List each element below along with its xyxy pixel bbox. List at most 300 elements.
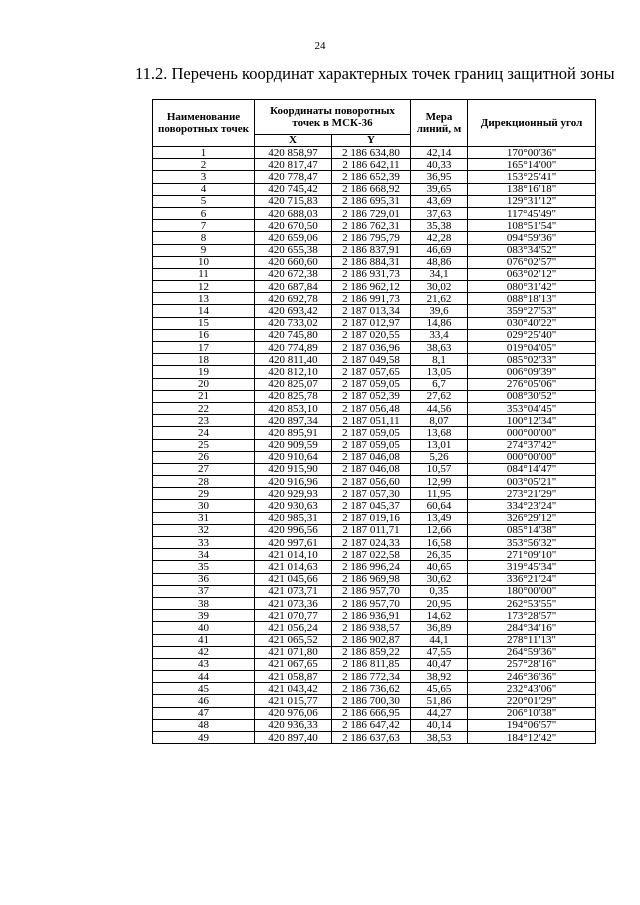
bearing-cell: 274°37'42" [468, 439, 596, 451]
bearing-cell: 138°16'18" [468, 183, 596, 195]
y-coordinate-cell: 2 187 052,39 [332, 390, 411, 402]
line-length-cell: 6,7 [411, 378, 468, 390]
point-number-cell: 21 [153, 390, 255, 402]
point-number-cell: 10 [153, 256, 255, 268]
line-length-cell: 51,86 [411, 695, 468, 707]
table-row [153, 707, 596, 719]
x-coordinate-cell: 420 817,47 [255, 159, 332, 171]
point-number-cell: 37 [153, 585, 255, 597]
header-y: Y [332, 135, 411, 147]
x-coordinate-cell: 421 073,71 [255, 585, 332, 597]
line-length-cell: 43,69 [411, 195, 468, 207]
line-length-cell: 30,02 [411, 281, 468, 293]
x-coordinate-cell: 420 745,80 [255, 329, 332, 341]
bearing-cell: 273°21'29" [468, 488, 596, 500]
point-number-cell: 23 [153, 415, 255, 427]
line-length-cell: 60,64 [411, 500, 468, 512]
point-number-cell: 9 [153, 244, 255, 256]
line-length-cell: 40,47 [411, 658, 468, 670]
table-row [153, 573, 596, 585]
y-coordinate-cell: 2 186 642,11 [332, 159, 411, 171]
point-number-cell: 44 [153, 671, 255, 683]
point-number-cell: 48 [153, 719, 255, 731]
x-coordinate-cell: 420 715,83 [255, 195, 332, 207]
y-coordinate-cell: 2 187 056,60 [332, 476, 411, 488]
line-length-cell: 42,14 [411, 147, 468, 159]
bearing-cell: 080°31'42" [468, 281, 596, 293]
line-length-cell: 38,53 [411, 732, 468, 744]
table-row [153, 561, 596, 573]
line-length-cell: 36,89 [411, 622, 468, 634]
line-length-cell: 44,1 [411, 634, 468, 646]
header-line-length: Мера линий, м [411, 100, 468, 147]
point-number-cell: 36 [153, 573, 255, 585]
x-coordinate-cell: 420 930,63 [255, 500, 332, 512]
y-coordinate-cell: 2 186 969,98 [332, 573, 411, 585]
x-coordinate-cell: 420 692,78 [255, 293, 332, 305]
x-coordinate-cell: 420 655,38 [255, 244, 332, 256]
page-number: 24 [314, 40, 326, 52]
y-coordinate-cell: 2 187 059,05 [332, 378, 411, 390]
line-length-cell: 11,95 [411, 488, 468, 500]
table-row [153, 622, 596, 634]
bearing-cell: 353°04'45" [468, 402, 596, 414]
line-length-cell: 21,62 [411, 293, 468, 305]
line-length-cell: 30,62 [411, 573, 468, 585]
y-coordinate-cell: 2 186 652,39 [332, 171, 411, 183]
bearing-cell: 108°51'54" [468, 220, 596, 232]
bearing-cell: 000°00'00" [468, 427, 596, 439]
point-number-cell: 38 [153, 597, 255, 609]
y-coordinate-cell: 2 186 938,57 [332, 622, 411, 634]
bearing-cell: 003°05'21" [468, 476, 596, 488]
bearing-cell: 206°10'38" [468, 707, 596, 719]
bearing-cell: 278°11'13" [468, 634, 596, 646]
point-number-cell: 46 [153, 695, 255, 707]
x-coordinate-cell: 420 687,84 [255, 281, 332, 293]
line-length-cell: 8,1 [411, 354, 468, 366]
x-coordinate-cell: 420 897,40 [255, 732, 332, 744]
y-coordinate-cell: 2 186 957,70 [332, 585, 411, 597]
x-coordinate-cell: 421 043,42 [255, 683, 332, 695]
bearing-cell: 170°00'36" [468, 147, 596, 159]
point-number-cell: 6 [153, 207, 255, 219]
line-length-cell: 0,35 [411, 585, 468, 597]
line-length-cell: 48,86 [411, 256, 468, 268]
bearing-cell: 353°56'32" [468, 537, 596, 549]
x-coordinate-cell: 421 045,66 [255, 573, 332, 585]
line-length-cell: 13,68 [411, 427, 468, 439]
point-number-cell: 20 [153, 378, 255, 390]
table-row [153, 439, 596, 451]
line-length-cell: 8,07 [411, 415, 468, 427]
x-coordinate-cell: 421 073,36 [255, 597, 332, 609]
line-length-cell: 27,62 [411, 390, 468, 402]
table-row [153, 463, 596, 475]
table-row [153, 402, 596, 414]
x-coordinate-cell: 420 660,60 [255, 256, 332, 268]
point-number-cell: 11 [153, 268, 255, 280]
point-number-cell: 34 [153, 549, 255, 561]
line-length-cell: 39,6 [411, 305, 468, 317]
table-row [153, 597, 596, 609]
table-row [153, 342, 596, 354]
x-coordinate-cell: 420 811,40 [255, 354, 332, 366]
x-coordinate-cell: 420 825,78 [255, 390, 332, 402]
line-length-cell: 34,1 [411, 268, 468, 280]
point-number-cell: 47 [153, 707, 255, 719]
line-length-cell: 45,65 [411, 683, 468, 695]
line-length-cell: 13,05 [411, 366, 468, 378]
x-coordinate-cell: 420 976,06 [255, 707, 332, 719]
line-length-cell: 14,62 [411, 610, 468, 622]
table-row [153, 147, 596, 159]
point-number-cell: 5 [153, 195, 255, 207]
table-row [153, 171, 596, 183]
y-coordinate-cell: 2 186 957,70 [332, 597, 411, 609]
point-number-cell: 13 [153, 293, 255, 305]
table-row [153, 695, 596, 707]
point-number-cell: 17 [153, 342, 255, 354]
table-row [153, 207, 596, 219]
y-coordinate-cell: 2 187 045,37 [332, 500, 411, 512]
point-number-cell: 18 [153, 354, 255, 366]
table-row [153, 683, 596, 695]
line-length-cell: 37,63 [411, 207, 468, 219]
bearing-cell: 276°05'06" [468, 378, 596, 390]
bearing-cell: 088°18'13" [468, 293, 596, 305]
y-coordinate-cell: 2 187 046,08 [332, 463, 411, 475]
bearing-cell: 029°25'40" [468, 329, 596, 341]
point-number-cell: 40 [153, 622, 255, 634]
y-coordinate-cell: 2 186 736,62 [332, 683, 411, 695]
table-body [153, 147, 596, 744]
bearing-cell: 359°27'53" [468, 305, 596, 317]
x-coordinate-cell: 420 733,02 [255, 317, 332, 329]
y-coordinate-cell: 2 187 011,71 [332, 524, 411, 536]
x-coordinate-cell: 421 058,87 [255, 671, 332, 683]
table-row [153, 378, 596, 390]
y-coordinate-cell: 2 187 059,05 [332, 427, 411, 439]
bearing-cell: 100°12'34" [468, 415, 596, 427]
line-length-cell: 36,95 [411, 171, 468, 183]
point-number-cell: 15 [153, 317, 255, 329]
line-length-cell: 44,56 [411, 402, 468, 414]
y-coordinate-cell: 2 187 019,16 [332, 512, 411, 524]
table-row [153, 671, 596, 683]
line-length-cell: 42,28 [411, 232, 468, 244]
point-number-cell: 28 [153, 476, 255, 488]
bearing-cell: 085°02'33" [468, 354, 596, 366]
table-row [153, 512, 596, 524]
y-coordinate-cell: 2 186 634,80 [332, 147, 411, 159]
bearing-cell: 083°34'52" [468, 244, 596, 256]
y-coordinate-cell: 2 186 668,92 [332, 183, 411, 195]
table-row [153, 232, 596, 244]
table-row [153, 719, 596, 731]
line-length-cell: 44,27 [411, 707, 468, 719]
y-coordinate-cell: 2 186 884,31 [332, 256, 411, 268]
y-coordinate-cell: 2 187 057,65 [332, 366, 411, 378]
table-row [153, 317, 596, 329]
y-coordinate-cell: 2 186 795,79 [332, 232, 411, 244]
point-number-cell: 8 [153, 232, 255, 244]
bearing-cell: 153°25'41" [468, 171, 596, 183]
bearing-cell: 030°40'22" [468, 317, 596, 329]
table-row [153, 537, 596, 549]
table-row [153, 268, 596, 280]
bearing-cell: 284°34'16" [468, 622, 596, 634]
table-row [153, 451, 596, 463]
x-coordinate-cell: 420 853,10 [255, 402, 332, 414]
bearing-cell: 129°31'12" [468, 195, 596, 207]
coordinates-table [152, 99, 596, 744]
x-coordinate-cell: 420 895,91 [255, 427, 332, 439]
y-coordinate-cell: 2 186 996,24 [332, 561, 411, 573]
bearing-cell: 019°04'05" [468, 342, 596, 354]
y-coordinate-cell: 2 186 666,95 [332, 707, 411, 719]
x-coordinate-cell: 420 670,50 [255, 220, 332, 232]
table-row [153, 293, 596, 305]
table-row [153, 585, 596, 597]
y-coordinate-cell: 2 186 962,12 [332, 281, 411, 293]
table-row [153, 195, 596, 207]
y-coordinate-cell: 2 186 859,22 [332, 646, 411, 658]
point-number-cell: 4 [153, 183, 255, 195]
table-row [153, 183, 596, 195]
x-coordinate-cell: 420 693,42 [255, 305, 332, 317]
bearing-cell: 006°09'39" [468, 366, 596, 378]
header-x: X [255, 135, 332, 147]
bearing-cell: 271°09'10" [468, 549, 596, 561]
bearing-cell: 257°28'16" [468, 658, 596, 670]
x-coordinate-cell: 420 858,97 [255, 147, 332, 159]
bearing-cell: 246°36'36" [468, 671, 596, 683]
table-row [153, 476, 596, 488]
x-coordinate-cell: 421 014,10 [255, 549, 332, 561]
y-coordinate-cell: 2 187 051,11 [332, 415, 411, 427]
bearing-cell: 008°30'52" [468, 390, 596, 402]
bearing-cell: 334°23'24" [468, 500, 596, 512]
x-coordinate-cell: 420 897,34 [255, 415, 332, 427]
y-coordinate-cell: 2 186 902,87 [332, 634, 411, 646]
x-coordinate-cell: 420 812,10 [255, 366, 332, 378]
bearing-cell: 076°02'57" [468, 256, 596, 268]
y-coordinate-cell: 2 186 695,31 [332, 195, 411, 207]
table-row [153, 329, 596, 341]
line-length-cell: 26,35 [411, 549, 468, 561]
header-coordinates: Координаты поворотных точек в МСК-36 [255, 100, 411, 135]
line-length-cell: 13,01 [411, 439, 468, 451]
bearing-cell: 180°00'00" [468, 585, 596, 597]
line-length-cell: 38,63 [411, 342, 468, 354]
point-number-cell: 42 [153, 646, 255, 658]
x-coordinate-cell: 420 929,93 [255, 488, 332, 500]
point-number-cell: 16 [153, 329, 255, 341]
y-coordinate-cell: 2 186 931,73 [332, 268, 411, 280]
bearing-cell: 220°01'29" [468, 695, 596, 707]
table-row [153, 500, 596, 512]
table-row [153, 159, 596, 171]
point-number-cell: 3 [153, 171, 255, 183]
point-number-cell: 24 [153, 427, 255, 439]
point-number-cell: 14 [153, 305, 255, 317]
x-coordinate-cell: 420 688,03 [255, 207, 332, 219]
y-coordinate-cell: 2 186 991,73 [332, 293, 411, 305]
bearing-cell: 262°53'55" [468, 597, 596, 609]
point-number-cell: 22 [153, 402, 255, 414]
x-coordinate-cell: 420 672,38 [255, 268, 332, 280]
table-row [153, 549, 596, 561]
table-row [153, 658, 596, 670]
bearing-cell: 264°59'36" [468, 646, 596, 658]
x-coordinate-cell: 420 909,59 [255, 439, 332, 451]
point-number-cell: 12 [153, 281, 255, 293]
table-row [153, 646, 596, 658]
x-coordinate-cell: 420 745,42 [255, 183, 332, 195]
point-number-cell: 1 [153, 147, 255, 159]
point-number-cell: 35 [153, 561, 255, 573]
x-coordinate-cell: 420 997,61 [255, 537, 332, 549]
y-coordinate-cell: 2 186 729,01 [332, 207, 411, 219]
y-coordinate-cell: 2 186 837,91 [332, 244, 411, 256]
table-row [153, 354, 596, 366]
line-length-cell: 38,92 [411, 671, 468, 683]
x-coordinate-cell: 421 015,77 [255, 695, 332, 707]
x-coordinate-cell: 421 070,77 [255, 610, 332, 622]
table-row [153, 390, 596, 402]
header-point-name: Наименование поворотных точек [153, 100, 255, 147]
point-number-cell: 30 [153, 500, 255, 512]
x-coordinate-cell: 421 065,52 [255, 634, 332, 646]
x-coordinate-cell: 421 056,24 [255, 622, 332, 634]
table-row [153, 427, 596, 439]
table-row [153, 610, 596, 622]
y-coordinate-cell: 2 187 049,58 [332, 354, 411, 366]
y-coordinate-cell: 2 186 637,63 [332, 732, 411, 744]
x-coordinate-cell: 420 915,90 [255, 463, 332, 475]
point-number-cell: 41 [153, 634, 255, 646]
y-coordinate-cell: 2 187 020,55 [332, 329, 411, 341]
line-length-cell: 33,4 [411, 329, 468, 341]
line-length-cell: 5,26 [411, 451, 468, 463]
bearing-cell: 165°14'00" [468, 159, 596, 171]
line-length-cell: 13,49 [411, 512, 468, 524]
y-coordinate-cell: 2 187 046,08 [332, 451, 411, 463]
x-coordinate-cell: 420 936,33 [255, 719, 332, 731]
y-coordinate-cell: 2 187 036,96 [332, 342, 411, 354]
y-coordinate-cell: 2 186 700,30 [332, 695, 411, 707]
y-coordinate-cell: 2 186 647,42 [332, 719, 411, 731]
point-number-cell: 33 [153, 537, 255, 549]
bearing-cell: 194°06'57" [468, 719, 596, 731]
point-number-cell: 29 [153, 488, 255, 500]
bearing-cell: 173°28'57" [468, 610, 596, 622]
table-row [153, 305, 596, 317]
y-coordinate-cell: 2 187 057,30 [332, 488, 411, 500]
y-coordinate-cell: 2 186 936,91 [332, 610, 411, 622]
y-coordinate-cell: 2 187 056,48 [332, 402, 411, 414]
bearing-cell: 063°02'12" [468, 268, 596, 280]
y-coordinate-cell: 2 187 012,97 [332, 317, 411, 329]
y-coordinate-cell: 2 186 772,34 [332, 671, 411, 683]
y-coordinate-cell: 2 187 013,34 [332, 305, 411, 317]
table-row [153, 488, 596, 500]
bearing-cell: 319°45'34" [468, 561, 596, 573]
point-number-cell: 2 [153, 159, 255, 171]
table-row [153, 256, 596, 268]
line-length-cell: 12,99 [411, 476, 468, 488]
x-coordinate-cell: 420 916,96 [255, 476, 332, 488]
y-coordinate-cell: 2 187 024,33 [332, 537, 411, 549]
point-number-cell: 39 [153, 610, 255, 622]
section-title: 11.2. Перечень координат характерных точек границ защитной зоны [135, 64, 615, 83]
table-row [153, 524, 596, 536]
y-coordinate-cell: 2 187 059,05 [332, 439, 411, 451]
bearing-cell: 336°21'24" [468, 573, 596, 585]
point-number-cell: 25 [153, 439, 255, 451]
line-length-cell: 10,57 [411, 463, 468, 475]
point-number-cell: 26 [153, 451, 255, 463]
point-number-cell: 27 [153, 463, 255, 475]
y-coordinate-cell: 2 187 022,58 [332, 549, 411, 561]
x-coordinate-cell: 421 067,65 [255, 658, 332, 670]
bearing-cell: 232°43'06" [468, 683, 596, 695]
bearing-cell: 094°59'36" [468, 232, 596, 244]
line-length-cell: 14,86 [411, 317, 468, 329]
x-coordinate-cell: 420 996,56 [255, 524, 332, 536]
table-row [153, 244, 596, 256]
x-coordinate-cell: 420 985,31 [255, 512, 332, 524]
table-row [153, 220, 596, 232]
x-coordinate-cell: 420 659,06 [255, 232, 332, 244]
x-coordinate-cell: 421 071,80 [255, 646, 332, 658]
point-number-cell: 7 [153, 220, 255, 232]
line-length-cell: 46,69 [411, 244, 468, 256]
point-number-cell: 31 [153, 512, 255, 524]
point-number-cell: 32 [153, 524, 255, 536]
bearing-cell: 084°14'47" [468, 463, 596, 475]
y-coordinate-cell: 2 186 811,85 [332, 658, 411, 670]
line-length-cell: 40,33 [411, 159, 468, 171]
x-coordinate-cell: 420 778,47 [255, 171, 332, 183]
x-coordinate-cell: 420 825,07 [255, 378, 332, 390]
table-row [153, 415, 596, 427]
x-coordinate-cell: 420 774,89 [255, 342, 332, 354]
x-coordinate-cell: 421 014,63 [255, 561, 332, 573]
line-length-cell: 47,55 [411, 646, 468, 658]
point-number-cell: 49 [153, 732, 255, 744]
table-row [153, 366, 596, 378]
table-row [153, 634, 596, 646]
table-row [153, 281, 596, 293]
table-row [153, 732, 596, 744]
bearing-cell: 326°29'12" [468, 512, 596, 524]
line-length-cell: 12,66 [411, 524, 468, 536]
bearing-cell: 117°45'49" [468, 207, 596, 219]
x-coordinate-cell: 420 910,64 [255, 451, 332, 463]
line-length-cell: 40,14 [411, 719, 468, 731]
line-length-cell: 20,95 [411, 597, 468, 609]
line-length-cell: 16,58 [411, 537, 468, 549]
bearing-cell: 085°14'38" [468, 524, 596, 536]
line-length-cell: 35,38 [411, 220, 468, 232]
point-number-cell: 45 [153, 683, 255, 695]
line-length-cell: 40,65 [411, 561, 468, 573]
y-coordinate-cell: 2 186 762,31 [332, 220, 411, 232]
bearing-cell: 184°12'42" [468, 732, 596, 744]
bearing-cell: 000°00'00" [468, 451, 596, 463]
